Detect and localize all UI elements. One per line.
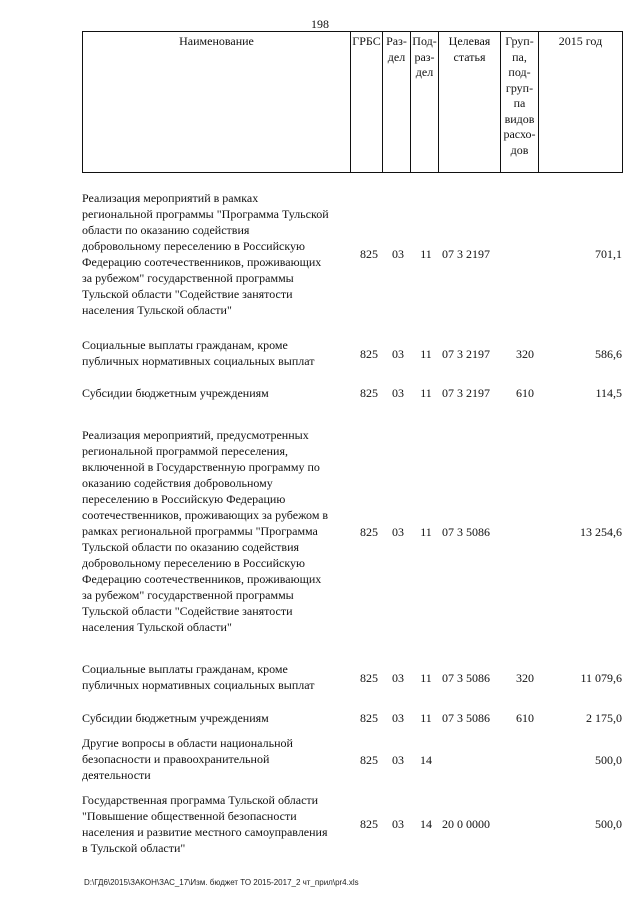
row-razdel: 03 bbox=[392, 753, 404, 767]
row-name: Реализация мероприятий в рамках региональной программы "Программа Тульской области по оказанию содействия добровольному переселению в Российскую Федерацию соотечественников, проживающих за рубежом" государственной программы Тульской области "Содействие занятости населения Тульской области" bbox=[82, 191, 329, 317]
row-name: Реализация мероприятий, предусмотренных региональной программой переселения, включенной в Государственную программу по оказанию содействия добровольному переселению в Российскую Федерацию соотечественников, проживающих за рубежом в рамках региональной программы "Программа Тульской области по оказанию содействия добровольному переселению в Российскую Федерацию соотечественников, проживающих за рубежом" государственной программы Тульской области "Содействие занятости населения Тульской области" bbox=[82, 428, 329, 634]
row-grbs: 825 bbox=[360, 711, 378, 725]
row-podrazdel: 11 bbox=[420, 525, 432, 539]
row-razdel: 03 bbox=[392, 347, 404, 361]
row-podrazdel: 14 bbox=[420, 817, 432, 831]
row-name: Субсидии бюджетным учреждениям bbox=[82, 386, 269, 400]
row-podrazdel: 11 bbox=[420, 347, 432, 361]
row-razdel: 03 bbox=[392, 817, 404, 831]
row-expense-group: 610 bbox=[516, 711, 534, 725]
row-podrazdel: 11 bbox=[420, 386, 432, 400]
row-grbs: 825 bbox=[360, 347, 378, 361]
row-razdel: 03 bbox=[392, 671, 404, 685]
row-target-article: 07 3 5086 bbox=[442, 671, 490, 685]
row-grbs: 825 bbox=[360, 247, 378, 261]
row-value-2015: 500,0 bbox=[595, 753, 622, 767]
row-grbs: 825 bbox=[360, 386, 378, 400]
row-name: Государственная программа Тульской области "Повышение общественной безопасности населения и развитие местного самоуправления в Тульской области" bbox=[82, 793, 328, 855]
header-grbs: ГРБС bbox=[351, 32, 383, 173]
row-podrazdel: 11 bbox=[420, 671, 432, 685]
row-target-article: 07 3 2197 bbox=[442, 386, 490, 400]
row-target-article: 07 3 5086 bbox=[442, 711, 490, 725]
row-expense-group: 320 bbox=[516, 671, 534, 685]
row-grbs: 825 bbox=[360, 525, 378, 539]
header-year-2015: 2015 год bbox=[539, 32, 623, 173]
row-target-article: 07 3 2197 bbox=[442, 247, 490, 261]
row-name: Социальные выплаты гражданам, кроме публичных нормативных социальных выплат bbox=[82, 338, 315, 368]
row-value-2015: 2 175,0 bbox=[586, 711, 622, 725]
row-value-2015: 114,5 bbox=[595, 386, 622, 400]
row-grbs: 825 bbox=[360, 817, 378, 831]
row-name: Социальные выплаты гражданам, кроме публичных нормативных социальных выплат bbox=[82, 662, 315, 692]
header-expense-group: Груп- па, под- груп- па видов расхо- дов bbox=[501, 32, 539, 173]
row-value-2015: 13 254,6 bbox=[580, 525, 622, 539]
row-name: Субсидии бюджетным учреждениям bbox=[82, 711, 269, 725]
row-razdel: 03 bbox=[392, 711, 404, 725]
row-podrazdel: 14 bbox=[420, 753, 432, 767]
row-grbs: 825 bbox=[360, 671, 378, 685]
header-target-article: Целевая статья bbox=[439, 32, 501, 173]
row-podrazdel: 11 bbox=[420, 247, 432, 261]
row-razdel: 03 bbox=[392, 386, 404, 400]
row-razdel: 03 bbox=[392, 247, 404, 261]
row-target-article: 07 3 2197 bbox=[442, 347, 490, 361]
row-value-2015: 586,6 bbox=[595, 347, 622, 361]
file-path-footer: D:\ГД6\2015\ЗАКОН\ЗАС_17\Изм. бюджет ТО 2015-2017_2 чт_прил\pr4.xls bbox=[84, 878, 359, 887]
row-razdel: 03 bbox=[392, 525, 404, 539]
header-razdel: Раз- дел bbox=[383, 32, 411, 173]
row-value-2015: 500,0 bbox=[595, 817, 622, 831]
row-target-article: 07 3 5086 bbox=[442, 525, 490, 539]
row-expense-group: 320 bbox=[516, 347, 534, 361]
row-podrazdel: 11 bbox=[420, 711, 432, 725]
header-podrazdel: Под- раз- дел bbox=[411, 32, 439, 173]
row-name: Другие вопросы в области национальной безопасности и правоохранительной деятельности bbox=[82, 736, 293, 782]
row-grbs: 825 bbox=[360, 753, 378, 767]
row-value-2015: 11 079,6 bbox=[580, 671, 622, 685]
row-value-2015: 701,1 bbox=[595, 247, 622, 261]
row-expense-group: 610 bbox=[516, 386, 534, 400]
header-name: Наименование bbox=[83, 32, 351, 173]
row-target-article: 20 0 0000 bbox=[442, 817, 490, 831]
page-number: 198 bbox=[311, 17, 329, 31]
